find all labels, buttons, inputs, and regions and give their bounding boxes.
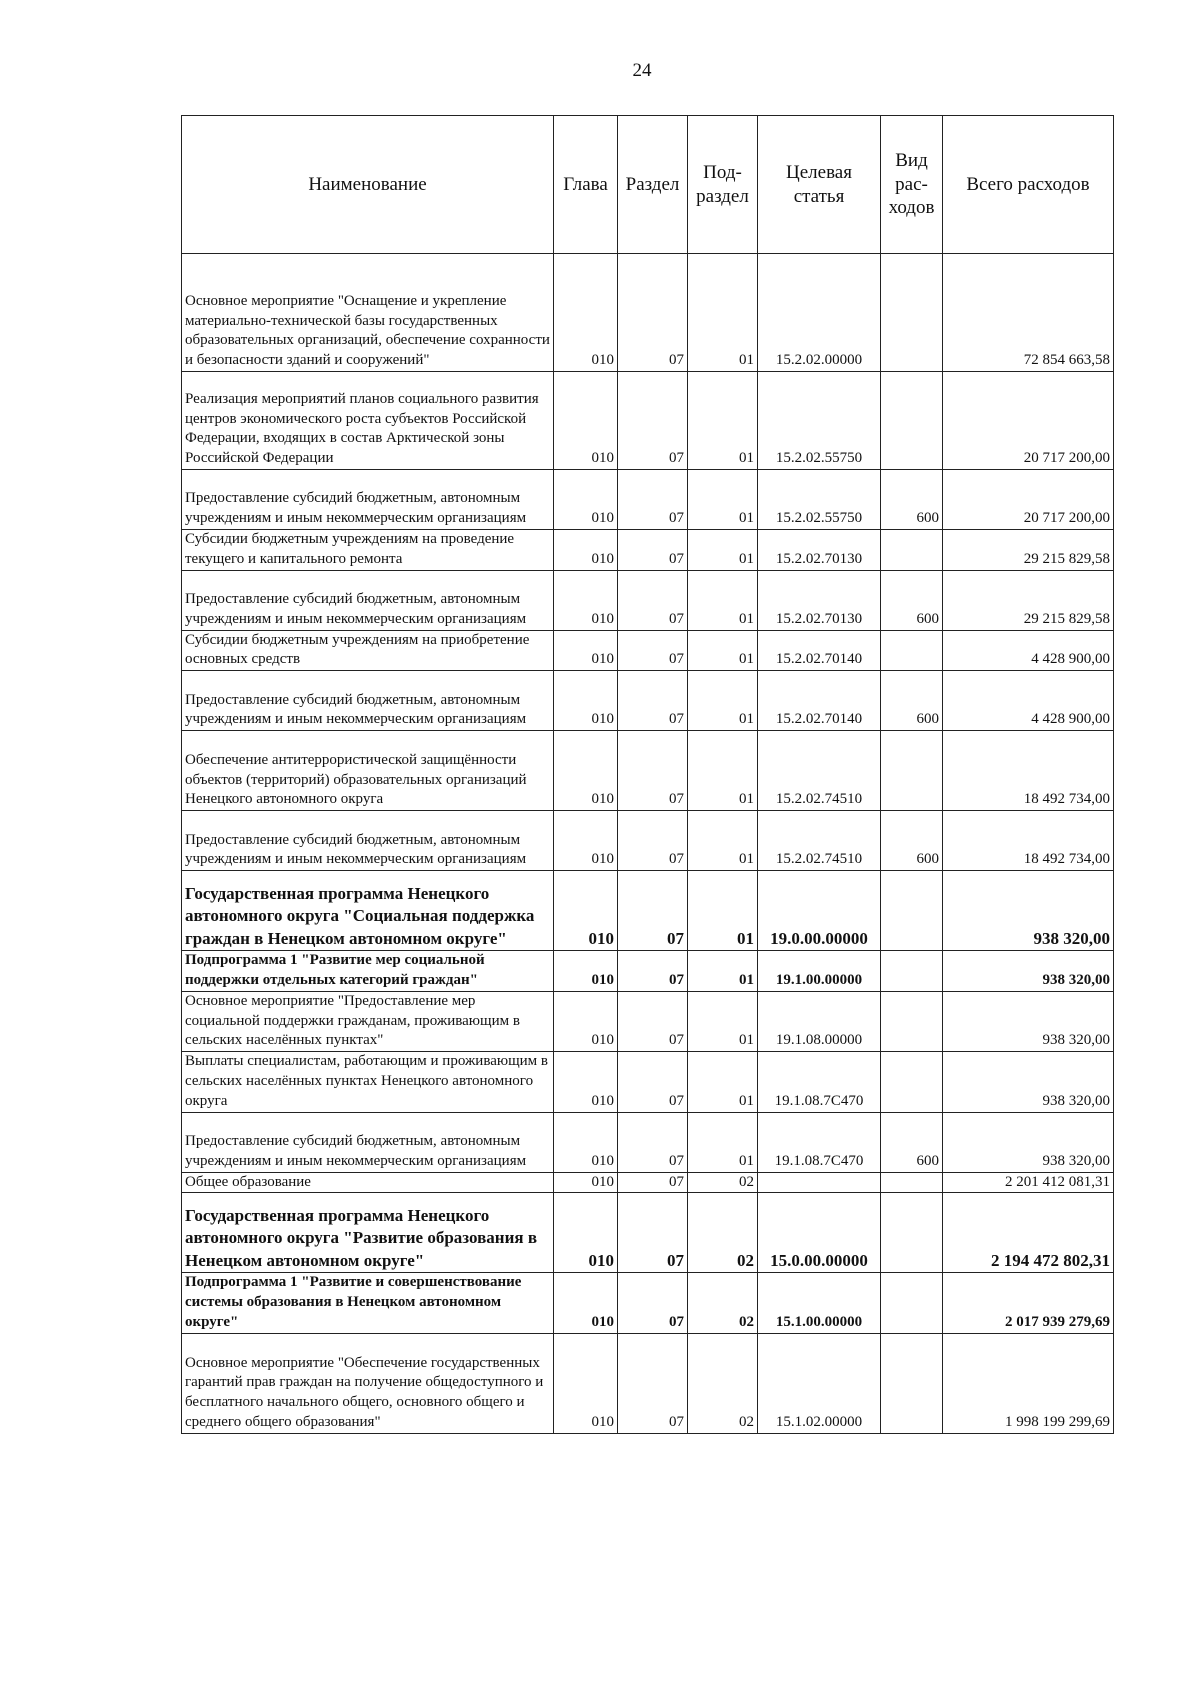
- cell-total: 72 854 663,58: [943, 254, 1114, 372]
- cell-expense-type: 600: [881, 470, 943, 530]
- table-row: [182, 254, 1114, 372]
- cell-target-article: 15.2.02.55750: [758, 372, 881, 470]
- cell-section: 07: [618, 630, 688, 671]
- cell-chapter: 010: [554, 1112, 618, 1172]
- cell-section: 07: [618, 254, 688, 372]
- cell-total: 1 998 199 299,69: [943, 1333, 1114, 1433]
- cell-subsection: 01: [688, 951, 758, 992]
- cell-target-article: 15.1.00.00000: [758, 1273, 881, 1333]
- cell-total: 938 320,00: [943, 1052, 1114, 1112]
- cell-name: Обеспечение антитеррористической защищённости объектов (территорий) образовательных организаций Ненецкого автономного округа: [182, 731, 554, 811]
- cell-expense-type: 600: [881, 671, 943, 731]
- cell-chapter: 010: [554, 530, 618, 571]
- cell-name: Субсидии бюджетным учреждениям на приобретение основных средств: [182, 630, 554, 671]
- cell-name: Подпрограмма 1 "Развитие и совершенствование системы образования в Ненецком автономном округе": [182, 1273, 554, 1333]
- cell-expense-type: [881, 530, 943, 571]
- cell-expense-type: [881, 991, 943, 1051]
- cell-total: 938 320,00: [943, 951, 1114, 992]
- table-row: [182, 1273, 1114, 1333]
- cell-section: 07: [618, 731, 688, 811]
- cell-name: Государственная программа Ненецкого автономного округа "Социальная поддержка граждан в Ненецком автономном округе": [182, 871, 554, 951]
- cell-chapter: 010: [554, 570, 618, 630]
- cell-section: 07: [618, 1273, 688, 1333]
- cell-section: 07: [618, 811, 688, 871]
- cell-target-article: 19.1.08.7С470: [758, 1052, 881, 1112]
- cell-chapter: 010: [554, 731, 618, 811]
- cell-target-article: 19.1.00.00000: [758, 951, 881, 992]
- table-row: [182, 470, 1114, 530]
- header-name: Наименование: [182, 116, 554, 254]
- cell-target-article: [758, 1172, 881, 1193]
- cell-total: 4 428 900,00: [943, 671, 1114, 731]
- cell-chapter: 010: [554, 470, 618, 530]
- table-row: [182, 811, 1114, 871]
- cell-chapter: 010: [554, 254, 618, 372]
- cell-name: Предоставление субсидий бюджетным, автономным учреждениям и иным некоммерческим организациям: [182, 671, 554, 731]
- cell-total: 29 215 829,58: [943, 530, 1114, 571]
- cell-expense-type: [881, 1172, 943, 1193]
- cell-name: Предоставление субсидий бюджетным, автономным учреждениям и иным некоммерческим организациям: [182, 811, 554, 871]
- cell-section: 07: [618, 1193, 688, 1273]
- cell-total: 18 492 734,00: [943, 731, 1114, 811]
- cell-target-article: 19.0.00.00000: [758, 871, 881, 951]
- cell-expense-type: 600: [881, 811, 943, 871]
- table-row: [182, 1193, 1114, 1273]
- table-row: [182, 1112, 1114, 1172]
- table-row: [182, 1052, 1114, 1112]
- cell-subsection: 01: [688, 811, 758, 871]
- header-chapter: Глава: [554, 116, 618, 254]
- cell-expense-type: [881, 1193, 943, 1273]
- cell-expense-type: [881, 871, 943, 951]
- cell-section: 07: [618, 871, 688, 951]
- cell-name: Основное мероприятие "Оснащение и укрепление материально-технической базы государственных образовательных организаций, обеспечение сохранности и безопасности зданий и сооружений": [182, 254, 554, 372]
- cell-name: Реализация мероприятий планов социального развития центров экономического роста субъектов Российской Федерации, входящих в состав Арктической зоны Российской Федерации: [182, 372, 554, 470]
- cell-subsection: 01: [688, 871, 758, 951]
- cell-total: 938 320,00: [943, 871, 1114, 951]
- cell-expense-type: [881, 731, 943, 811]
- cell-total: 2 201 412 081,31: [943, 1172, 1114, 1193]
- cell-total: 20 717 200,00: [943, 372, 1114, 470]
- cell-subsection: 02: [688, 1333, 758, 1433]
- cell-section: 07: [618, 1172, 688, 1193]
- cell-subsection: 01: [688, 254, 758, 372]
- cell-target-article: 15.2.02.74510: [758, 811, 881, 871]
- cell-target-article: 15.2.02.70130: [758, 530, 881, 571]
- table-body: [182, 254, 1114, 1434]
- cell-total: 2 017 939 279,69: [943, 1273, 1114, 1333]
- cell-total: 20 717 200,00: [943, 470, 1114, 530]
- cell-subsection: 01: [688, 372, 758, 470]
- table-row: [182, 671, 1114, 731]
- cell-total: 29 215 829,58: [943, 570, 1114, 630]
- budget-table: [181, 115, 1114, 1434]
- cell-expense-type: [881, 1273, 943, 1333]
- cell-subsection: 01: [688, 630, 758, 671]
- cell-subsection: 01: [688, 1112, 758, 1172]
- cell-total: 2 194 472 802,31: [943, 1193, 1114, 1273]
- table-row: [182, 991, 1114, 1051]
- cell-expense-type: 600: [881, 570, 943, 630]
- table-row: [182, 530, 1114, 571]
- cell-name: Основное мероприятие "Предоставление мер социальной поддержки гражданам, проживающим в сельских населённых пунктах": [182, 991, 554, 1051]
- table-row: [182, 1333, 1114, 1433]
- table-row: [182, 1172, 1114, 1193]
- cell-expense-type: [881, 951, 943, 992]
- table-row: [182, 871, 1114, 951]
- cell-chapter: 010: [554, 1172, 618, 1193]
- cell-subsection: 01: [688, 1052, 758, 1112]
- cell-subsection: 01: [688, 530, 758, 571]
- cell-chapter: 010: [554, 871, 618, 951]
- cell-subsection: 02: [688, 1273, 758, 1333]
- cell-section: 07: [618, 671, 688, 731]
- cell-target-article: 15.2.02.55750: [758, 470, 881, 530]
- cell-subsection: 02: [688, 1193, 758, 1273]
- table-row: [182, 570, 1114, 630]
- cell-target-article: 15.0.00.00000: [758, 1193, 881, 1273]
- table-row: [182, 951, 1114, 992]
- page-number: 24: [632, 60, 652, 81]
- cell-chapter: 010: [554, 372, 618, 470]
- cell-target-article: 15.2.02.70130: [758, 570, 881, 630]
- cell-section: 07: [618, 1333, 688, 1433]
- cell-target-article: 19.1.08.00000: [758, 991, 881, 1051]
- cell-expense-type: 600: [881, 1112, 943, 1172]
- cell-name: Государственная программа Ненецкого автономного округа "Развитие образования в Ненецком автономном округе": [182, 1193, 554, 1273]
- table-row: [182, 372, 1114, 470]
- header-subsection: Под-раздел: [688, 116, 758, 254]
- cell-section: 07: [618, 1052, 688, 1112]
- cell-section: 07: [618, 951, 688, 992]
- cell-expense-type: [881, 254, 943, 372]
- cell-name: Предоставление субсидий бюджетным, автономным учреждениям и иным некоммерческим организациям: [182, 570, 554, 630]
- cell-target-article: 15.2.02.70140: [758, 630, 881, 671]
- header-row: [182, 116, 1114, 254]
- cell-section: 07: [618, 991, 688, 1051]
- cell-chapter: 010: [554, 951, 618, 992]
- cell-total: 18 492 734,00: [943, 811, 1114, 871]
- cell-name: Предоставление субсидий бюджетным, автономным учреждениям и иным некоммерческим организациям: [182, 470, 554, 530]
- header-expense-type: Вид рас-ходов: [881, 116, 943, 254]
- cell-subsection: 01: [688, 991, 758, 1051]
- cell-chapter: 010: [554, 630, 618, 671]
- cell-chapter: 010: [554, 1193, 618, 1273]
- cell-target-article: 15.2.02.70140: [758, 671, 881, 731]
- cell-name: Субсидии бюджетным учреждениям на проведение текущего и капитального ремонта: [182, 530, 554, 571]
- cell-section: 07: [618, 1112, 688, 1172]
- cell-total: 938 320,00: [943, 991, 1114, 1051]
- cell-expense-type: [881, 630, 943, 671]
- cell-section: 07: [618, 570, 688, 630]
- cell-target-article: 15.2.02.00000: [758, 254, 881, 372]
- cell-subsection: 01: [688, 731, 758, 811]
- table-row: [182, 731, 1114, 811]
- cell-chapter: 010: [554, 991, 618, 1051]
- cell-target-article: 15.2.02.74510: [758, 731, 881, 811]
- cell-chapter: 010: [554, 671, 618, 731]
- header-target: Целевая статья: [758, 116, 881, 254]
- cell-name: Подпрограмма 1 "Развитие мер социальной поддержки отдельных категорий граждан": [182, 951, 554, 992]
- cell-section: 07: [618, 372, 688, 470]
- cell-subsection: 01: [688, 570, 758, 630]
- cell-total: 938 320,00: [943, 1112, 1114, 1172]
- cell-name: Выплаты специалистам, работающим и проживающим в сельских населённых пунктах Ненецкого автономного округа: [182, 1052, 554, 1112]
- cell-chapter: 010: [554, 1333, 618, 1433]
- header-total: Всего расходов: [943, 116, 1114, 254]
- cell-name: Общее образование: [182, 1172, 554, 1193]
- table-row: [182, 630, 1114, 671]
- header-section: Раздел: [618, 116, 688, 254]
- cell-expense-type: [881, 1333, 943, 1433]
- cell-subsection: 01: [688, 470, 758, 530]
- cell-section: 07: [618, 470, 688, 530]
- cell-subsection: 02: [688, 1172, 758, 1193]
- cell-name: Предоставление субсидий бюджетным, автономным учреждениям и иным некоммерческим организациям: [182, 1112, 554, 1172]
- cell-chapter: 010: [554, 811, 618, 871]
- cell-name: Основное мероприятие "Обеспечение государственных гарантий прав граждан на получение общедоступного и бесплатного начального общего, основного общего и среднего общего образования": [182, 1333, 554, 1433]
- cell-total: 4 428 900,00: [943, 630, 1114, 671]
- cell-section: 07: [618, 530, 688, 571]
- cell-target-article: 19.1.08.7С470: [758, 1112, 881, 1172]
- cell-expense-type: [881, 1052, 943, 1112]
- cell-target-article: 15.1.02.00000: [758, 1333, 881, 1433]
- cell-chapter: 010: [554, 1273, 618, 1333]
- cell-subsection: 01: [688, 671, 758, 731]
- cell-chapter: 010: [554, 1052, 618, 1112]
- cell-expense-type: [881, 372, 943, 470]
